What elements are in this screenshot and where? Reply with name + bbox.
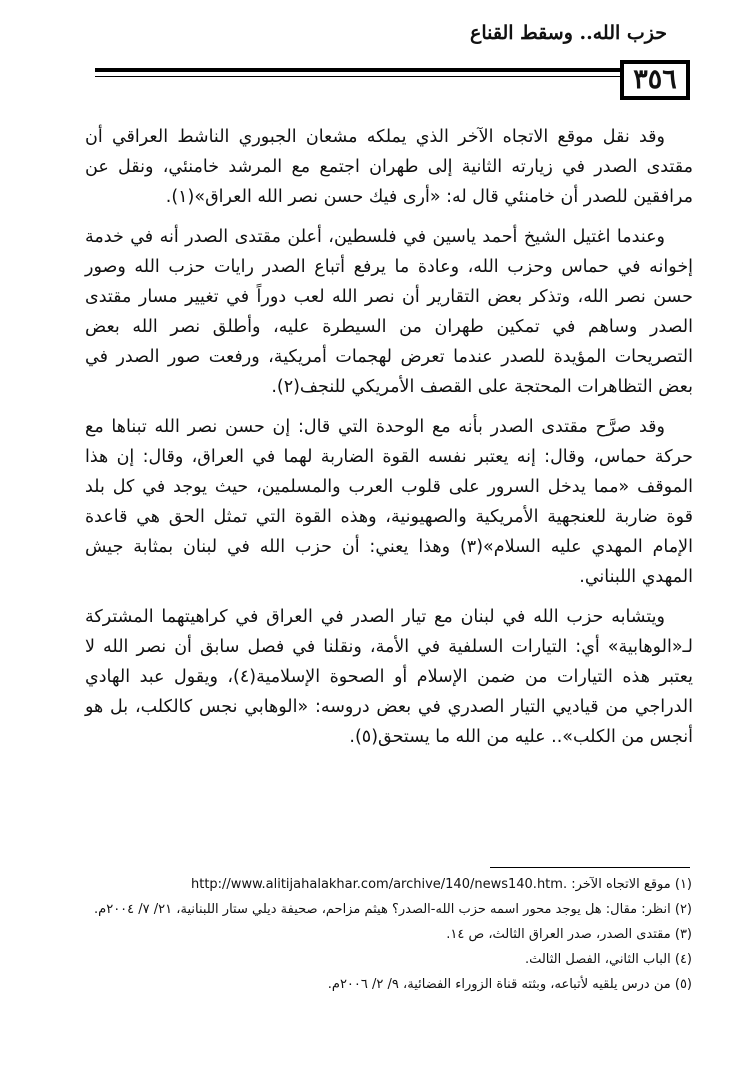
running-title: حزب الله.. وسقط القناع bbox=[469, 22, 667, 44]
footnote-text: مقتدى الصدر، صدر العراق الثالث، ص ١٤. bbox=[446, 927, 671, 942]
footnote-rule bbox=[490, 867, 690, 868]
page-number: ٣٥٦ bbox=[620, 60, 690, 100]
footnote-number: (٤) bbox=[674, 952, 692, 967]
footnote-text: الباب الثاني، الفصل الثالث. bbox=[524, 952, 671, 967]
header-rule-thin bbox=[95, 76, 622, 77]
footnote-1 bbox=[80, 872, 692, 897]
footnote-2 bbox=[80, 897, 692, 922]
footnotes bbox=[80, 872, 692, 997]
paragraph: ويتشابه حزب الله في لبنان مع تيار الصدر في العراق في كراهيتهما المشتركة لـ«الوهابية» أي: التيارات السلفية في الأمة، ونقلنا في فصل سابق أن نصر الله لا يعتبر هذه التيارات من ضمن الإسلام أو الصحوة الإسلامية(٤)، ويقول عبد الهادي الدراجي من قياديي التيار الصدري في بعض دروسه: «الوهابي نجس كالكلب، بل هو أنجس من الكلب».. عليه من الله ما يستحق(٥). bbox=[85, 607, 693, 747]
footnote-text: موقع الاتجاه الآخر: bbox=[571, 877, 671, 892]
footnote-url: http://www.alitijahalakhar.com/archive/140/news140.htm. bbox=[190, 877, 568, 892]
footnote-text: من درس يلقيه لأتباعه، وبثته قناة الزوراء الفضائية، ٩/ ٢/ ٢٠٠٦م. bbox=[327, 977, 671, 992]
paragraph: وقد نقل موقع الاتجاه الآخر الذي يملكه مشعان الجبوري الناشط العراقي أن مقتدى الصدر في زيارته الثانية إلى طهران اجتمع مع المرشد خامنئي، ونقل عن مرافقين للصدر أن خامنئي قال له: «أرى فيك حسن نصر الله العراق»(١). bbox=[85, 127, 693, 207]
footnote-number: (٢) bbox=[674, 902, 692, 917]
footnote-text: انظر: مقال: هل يوجد محور اسمه حزب الله-الصدر؟ هيثم مزاحم، صحيفة ديلي ستار اللبنانية، ٢١/ ٧/ ٢٠٠٤م. bbox=[94, 902, 671, 917]
paragraph: وقد صرَّح مقتدى الصدر بأنه مع الوحدة التي قال: إن حسن نصر الله تبناها مع حركة حماس، وقال: إنه يعتبر نفسه القوة الضاربة لهما في العراق، وقال: إن هذا الموقف «مما يدخل السرور على قلوب العرب والمسلمين، حيث يوجد في كل بلد قوة ضاربة للعنجهية الأمريكية والصهيونية، وهذه القوة التي تمثل الحق هي قاعدة الإمام المهدي عليه السلام»(٣) وهذا يعني: أن حزب الله في لبنان بمثابة جيش المهدي اللبناني. bbox=[85, 417, 693, 587]
header-rule bbox=[95, 68, 622, 72]
footnote-number: (٥) bbox=[674, 977, 692, 992]
footnote-number: (٣) bbox=[674, 927, 692, 942]
footnote-5 bbox=[80, 972, 692, 997]
footnote-number: (١) bbox=[674, 877, 692, 892]
paragraph: وعندما اغتيل الشيخ أحمد ياسين في فلسطين، أعلن مقتدى الصدر أنه في خدمة إخوانه في حماس وحزب الله، وعادة ما يرفع أتباع الصدر رايات حزب الله وصور حسن نصر الله، وتذكر بعض التقارير أن نصر الله لعب دوراً في تغيير مسار مقتدى الصدر وساهم في تمكين طهران من السيطرة عليه، وأطلق نصر الله بعض التصريحات المؤيدة للصدر عندما تعرض لهجمات أمريكية، ورفعت صور الصدر في بعض التظاهرات المحتجة على القصف الأمريكي للنجف(٢). bbox=[85, 227, 693, 397]
footnote-3 bbox=[80, 922, 692, 947]
footnote-4 bbox=[80, 947, 692, 972]
body-text bbox=[85, 122, 693, 762]
